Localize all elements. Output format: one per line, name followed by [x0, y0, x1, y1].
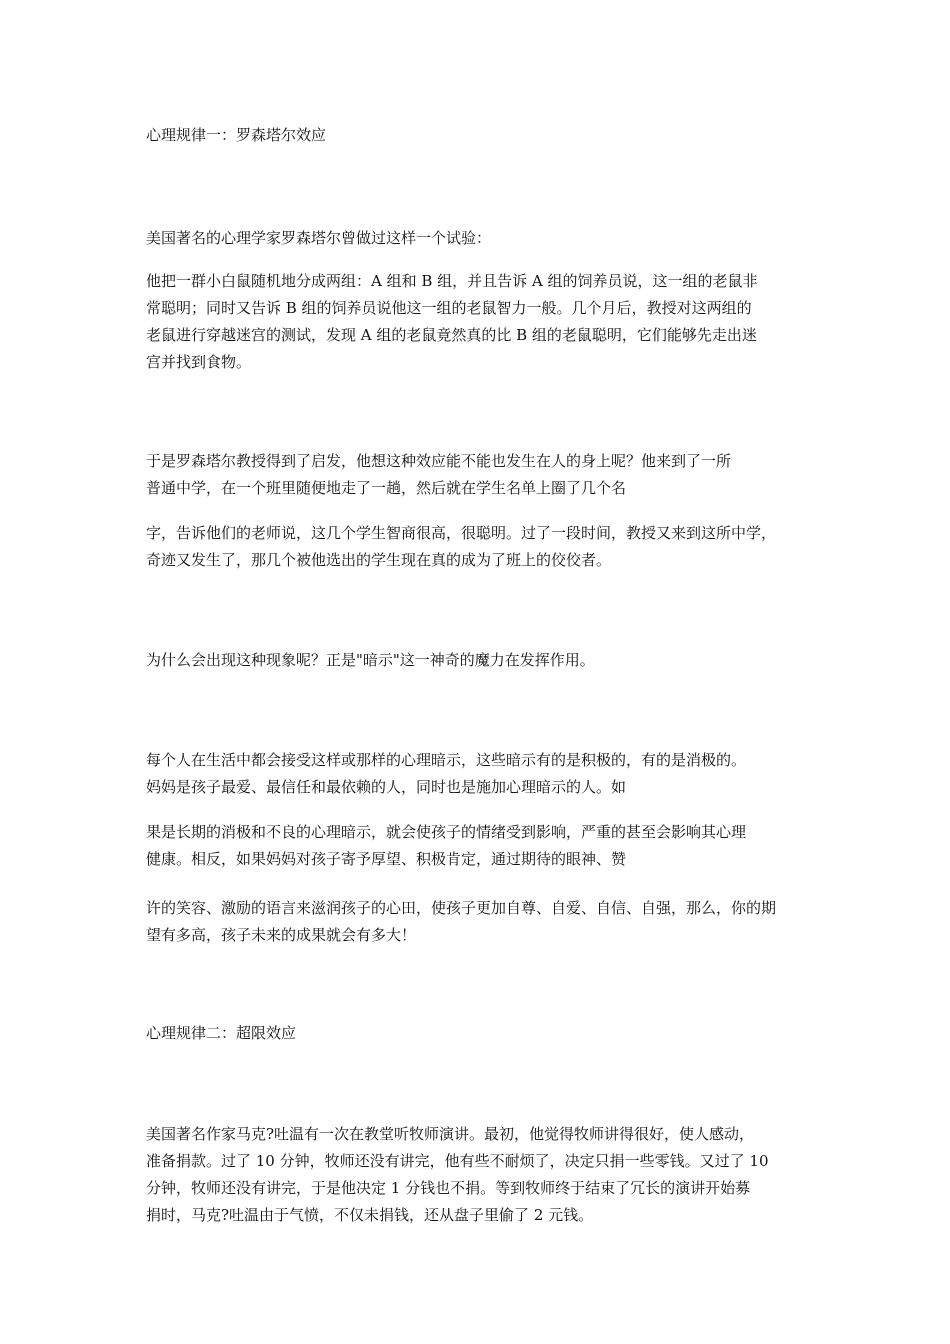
section-heading-1: 心理规律一：罗森塔尔效应 — [146, 126, 327, 144]
text-line: 宫并找到食物。 — [146, 353, 252, 371]
text-line: 奇迹又发生了，那几个被他选出的学生现在真的成为了班上的佼佼者。 — [146, 551, 612, 569]
text-line: 美国著名的心理学家罗森塔尔曾做过这样一个试验： — [146, 229, 492, 247]
text-line: 于是罗森塔尔教授得到了启发，他想这种效应能不能也发生在人的身上呢？他来到了一所 — [146, 452, 732, 470]
text-line: 他把一群小白鼠随机地分成两组：A 组和 B 组，并且告诉 A 组的饲养员说，这一组的老鼠非 — [146, 272, 758, 290]
section-heading-2: 心理规律二：超限效应 — [146, 1024, 297, 1042]
text-line: 每个人在生活中都会接受这样或那样的心理暗示，这些暗示有的是积极的，有的是消极的。 — [146, 751, 747, 769]
text-line: 为什么会出现这种现象呢？正是"暗示"这一神奇的魔力在发挥作用。 — [146, 651, 595, 669]
text-line: 许的笑容、激励的语言来滋润孩子的心田，使孩子更加自尊、自爱、自信、自强，那么，你的期 — [146, 899, 777, 917]
text-line: 妈妈是孩子最爱、最信任和最依赖的人，同时也是施加心理暗示的人。如 — [146, 778, 627, 796]
text-line: 果是长期的消极和不良的心理暗示，就会使孩子的情绪受到影响，严重的甚至会影响其心理 — [146, 823, 747, 841]
text-line: 老鼠进行穿越迷宫的测试，发现 A 组的老鼠竟然真的比 B 组的老鼠聪明，它们能够先走出迷 — [146, 326, 757, 344]
text-line: 分钟，牧师还没有讲完，于是他决定 1 分钱也不捐。等到牧师终于结束了冗长的演讲开始募 — [146, 1179, 751, 1197]
text-line: 捐时，马克?吐温由于气愤，不仅未捐钱，还从盘子里偷了 2 元钱。 — [146, 1206, 594, 1224]
text-line: 常聪明；同时又告诉 B 组的饲养员说他这一组的老鼠智力一般。几个月后，教授对这两组的 — [146, 299, 752, 317]
text-line: 字，告诉他们的老师说，这几个学生智商很高，很聪明。过了一段时间，教授又来到这所中学， — [146, 524, 777, 542]
text-line: 美国著名作家马克?吐温有一次在教堂听牧师演讲。最初，他觉得牧师讲得很好，使人感动， — [146, 1125, 755, 1143]
text-line: 准备捐款。过了 10 分钟，牧师还没有讲完，他有些不耐烦了，决定只捐一些零钱。又过了 10 — [146, 1152, 769, 1170]
text-line: 健康。相反，如果妈妈对孩子寄予厚望、积极肯定，通过期待的眼神、赞 — [146, 850, 627, 868]
text-line: 普通中学，在一个班里随便地走了一趟，然后就在学生名单上圈了几个名 — [146, 479, 627, 497]
text-line: 望有多高，孩子未来的成果就会有多大！ — [146, 926, 417, 944]
